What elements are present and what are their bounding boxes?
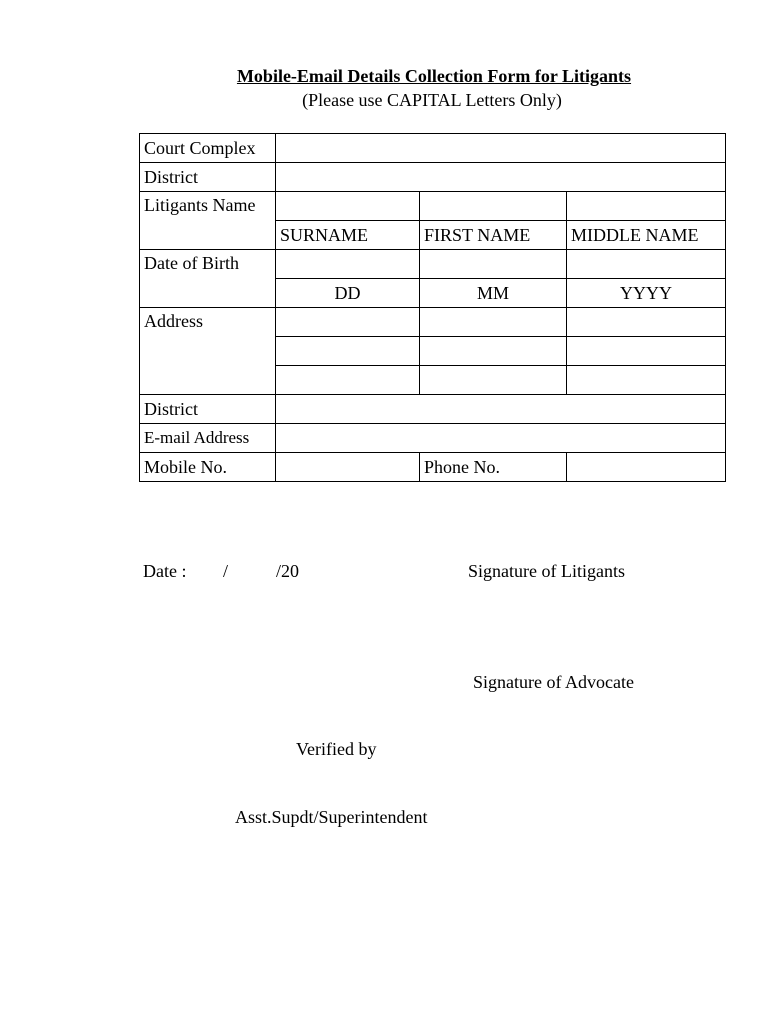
mobile-field[interactable] <box>276 453 420 482</box>
address-field[interactable] <box>567 366 726 395</box>
dob-month-field[interactable] <box>420 250 567 279</box>
address-field[interactable] <box>567 308 726 337</box>
address-field[interactable] <box>420 366 567 395</box>
mobile-row <box>140 453 726 482</box>
middle-name-field[interactable] <box>567 192 726 221</box>
address-field[interactable] <box>420 337 567 366</box>
official-title: Asst.Supdt/Superintendent <box>235 807 428 827</box>
email-row <box>140 424 726 453</box>
form-subtitle: (Please use CAPITAL Letters Only) <box>302 90 562 110</box>
court-complex-label: Court Complex <box>140 134 276 163</box>
dob-day-field[interactable] <box>276 250 420 279</box>
surname-field[interactable] <box>276 192 420 221</box>
district2-label: District <box>140 395 276 424</box>
date-year-prefix: /20 <box>276 561 300 581</box>
court-complex-field[interactable] <box>276 134 726 163</box>
address-field[interactable] <box>276 337 420 366</box>
verified-by: Verified by <box>296 739 377 759</box>
signature-advocate: Signature of Advocate <box>473 672 634 692</box>
dob-label: Date of Birth <box>140 250 276 308</box>
dob-month-caption: MM <box>420 279 567 308</box>
dob-year-field[interactable] <box>567 250 726 279</box>
address-field[interactable] <box>276 366 420 395</box>
phone-label: Phone No. <box>420 453 567 482</box>
email-label: E-mail Address <box>140 424 276 453</box>
district-row <box>140 163 726 192</box>
dob-year-caption: YYYY <box>567 279 726 308</box>
litigants-name-label: Litigants Name <box>140 192 276 250</box>
signature-litigants: Signature of Litigants <box>468 561 625 581</box>
district2-row <box>140 395 726 424</box>
phone-field[interactable] <box>567 453 726 482</box>
first-name-caption: FIRST NAME <box>420 221 567 250</box>
address-field[interactable] <box>567 337 726 366</box>
address-label: Address <box>140 308 276 395</box>
surname-caption: SURNAME <box>276 221 420 250</box>
dob-row <box>140 250 726 279</box>
litigants-name-row <box>140 192 726 221</box>
court-complex-row <box>140 134 726 163</box>
dob-day-caption: DD <box>276 279 420 308</box>
email-field[interactable] <box>276 424 726 453</box>
address-field[interactable] <box>420 308 567 337</box>
details-table <box>139 133 726 482</box>
date-separator: / <box>223 561 229 581</box>
first-name-field[interactable] <box>420 192 567 221</box>
district2-field[interactable] <box>276 395 726 424</box>
form-title: Mobile-Email Details Collection Form for Litigants <box>236 66 632 86</box>
address-field[interactable] <box>276 308 420 337</box>
address-row <box>140 308 726 337</box>
district-label: District <box>140 163 276 192</box>
date-label: Date : <box>143 561 187 581</box>
district-field[interactable] <box>276 163 726 192</box>
mobile-label: Mobile No. <box>140 453 276 482</box>
middle-name-caption: MIDDLE NAME <box>567 221 726 250</box>
